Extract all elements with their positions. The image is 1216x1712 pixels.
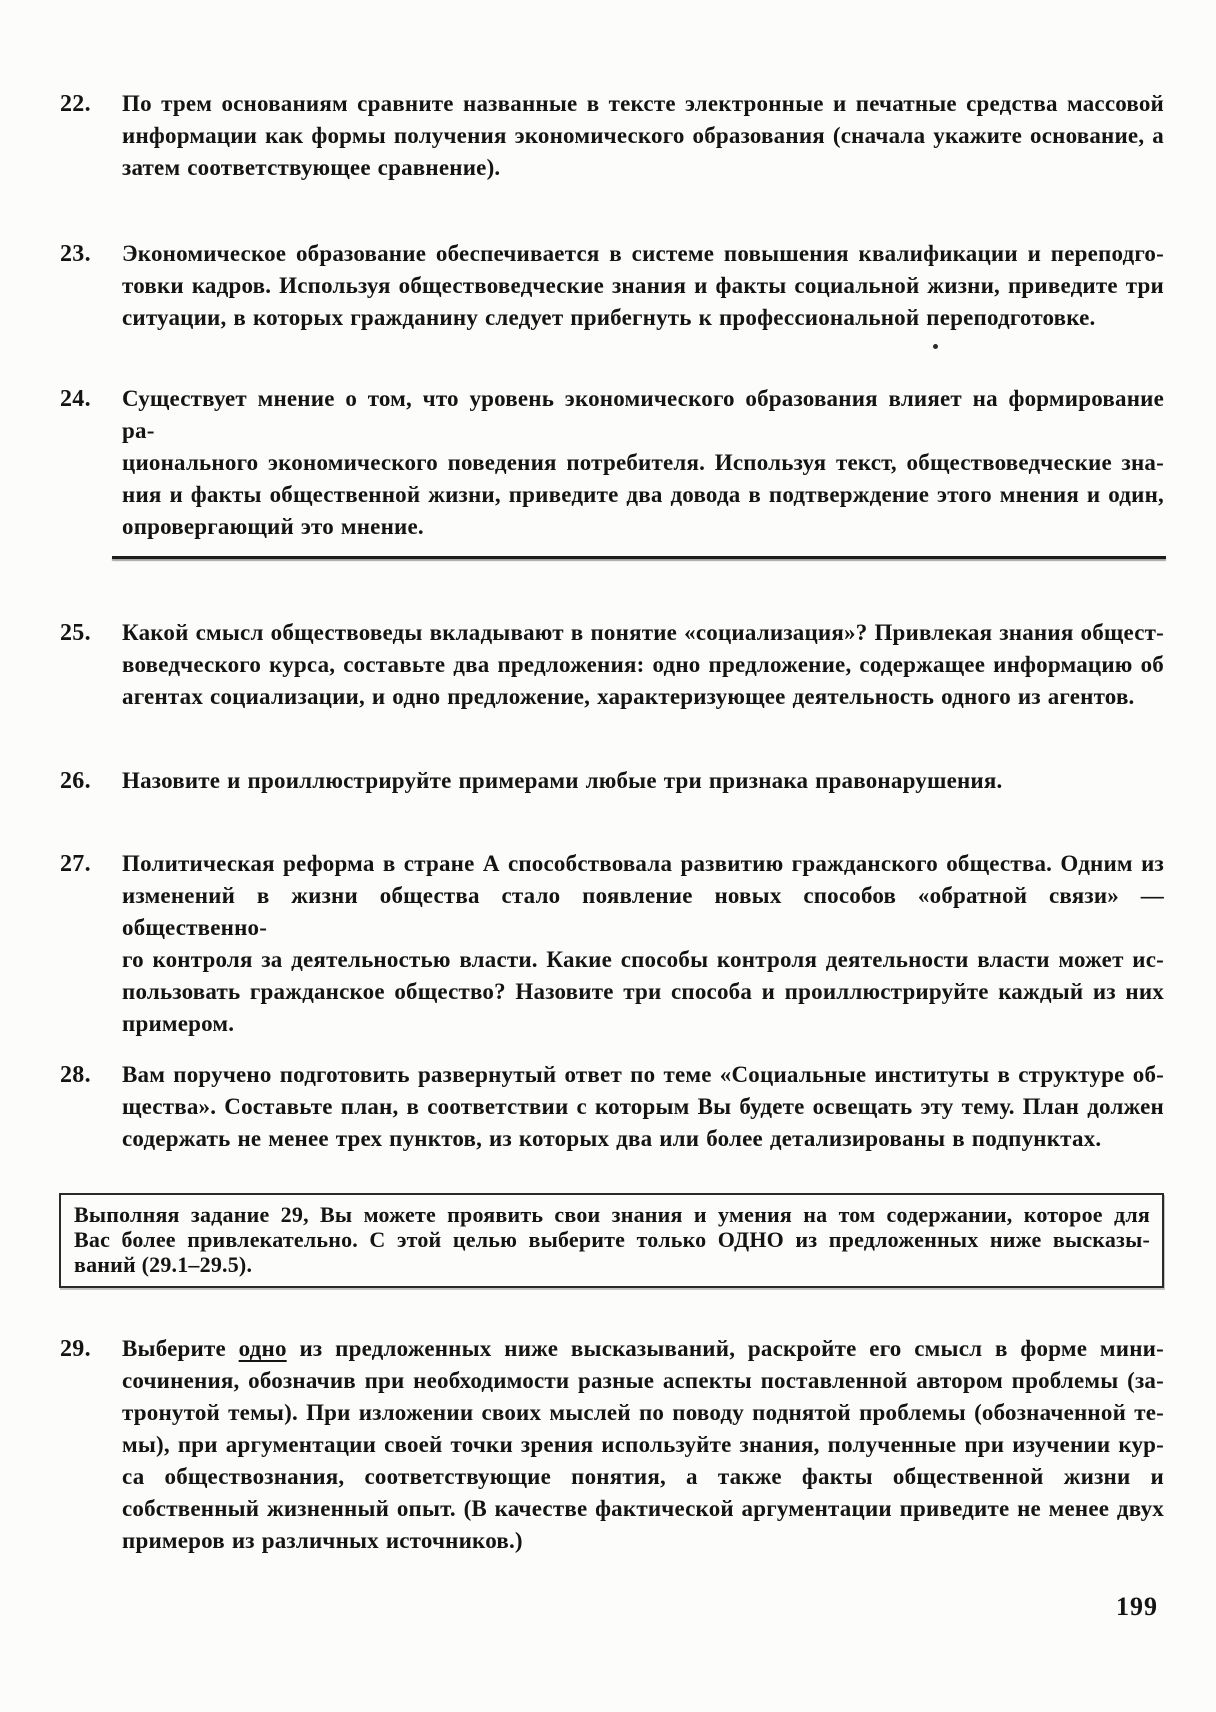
question-23-text xyxy=(122,238,1164,334)
text-line: агентах социализации, и одно предложение, характеризующее деятельность одного из агентов. xyxy=(122,684,1135,709)
question-26-number: 26. xyxy=(60,768,91,794)
text-line: сочинения, обозначив при необходимости разные аспекты поставленной автором проблемы (за- xyxy=(122,1368,1164,1393)
question-22-number: 22. xyxy=(60,91,91,117)
text-line: тронутой темы). При изложении своих мыслей по поводу поднятой проблемы (обозначенной те- xyxy=(122,1400,1164,1425)
question-28-number: 28. xyxy=(60,1062,91,1088)
question-26-text xyxy=(122,765,1164,797)
text-line xyxy=(122,1333,1164,1365)
ink-dot-artifact xyxy=(933,344,938,349)
text-line: Вас более привлекательно. С этой целью выберите только ОДНО из предложенных ниже высказы- xyxy=(74,1227,1150,1252)
task-29-notice-box xyxy=(59,1193,1164,1288)
text-line: са обществознания, соответствующие понятия, а также факты общественной жизни и xyxy=(122,1464,1164,1489)
text-line: щества». Составьте план, в соответствии с которым Вы будете освещать эту тему. План должен xyxy=(122,1094,1164,1119)
text-line: Выполняя задание 29, Вы можете проявить свои знания и умения на том содержании, которое для xyxy=(74,1202,1150,1227)
text-line: мы), при аргументации своей точки зрения используйте знания, полученные при изучении кур- xyxy=(122,1432,1164,1457)
text-line: опровергающий это мнение. xyxy=(122,514,424,539)
text-line: информации как формы получения экономического образования (сначала укажите основание, а xyxy=(122,123,1164,148)
text-line: ваний (29.1–29.5). xyxy=(74,1252,253,1277)
text-line: ционального экономического поведения потребителя. Используя текст, обществоведческие зна- xyxy=(122,450,1164,475)
question-25-text xyxy=(122,617,1164,713)
text-line: воведческого курса, составьте два предложения: одно предложение, содержащее информацию об xyxy=(122,652,1164,677)
text-line: Экономическое образование обеспечивается в системе повышения квалификации и переподго- xyxy=(122,241,1164,266)
question-24-text xyxy=(122,383,1164,543)
page-number: 199 xyxy=(1116,1592,1158,1621)
text-line: го контроля за деятельностью власти. Какие способы контроля деятельности власти может ис- xyxy=(122,947,1164,972)
text-line: Назовите и проиллюстрируйте примерами любые три признака правонарушения. xyxy=(122,768,1003,793)
text-line: По трем основаниям сравните названные в тексте электронные и печатные средства массовой xyxy=(122,91,1164,116)
text-line: товки кадров. Используя обществоведческие знания и факты социальной жизни, приведите три xyxy=(122,273,1164,298)
text-line: примером. xyxy=(122,1011,235,1036)
question-22-text xyxy=(122,88,1164,184)
underlined-word: одно xyxy=(238,1336,287,1361)
text-line: содержать не менее трех пунктов, из которых два или более детализированы в подпунктах. xyxy=(122,1126,1102,1151)
question-24-number: 24. xyxy=(60,386,91,412)
text-segment: Выберите xyxy=(122,1336,239,1361)
question-23-number: 23. xyxy=(60,241,91,267)
question-27-text xyxy=(122,848,1164,1040)
question-27-number: 27. xyxy=(60,851,91,877)
text-line: затем соответствующее сравнение). xyxy=(122,155,501,180)
text-line: пользовать гражданское общество? Назовите три способа и проиллюстрируйте каждый из них xyxy=(122,979,1164,1004)
text-line: примеров из различных источников.) xyxy=(122,1528,523,1553)
question-28-text xyxy=(122,1059,1164,1155)
text-line: ситуации, в которых гражданину следует прибегнуть к профессиональной переподготовке. xyxy=(122,305,1096,330)
section-divider-line xyxy=(112,556,1166,559)
question-29-text xyxy=(122,1333,1164,1557)
text-line: Какой смысл обществоведы вкладывают в понятие «социализация»? Привлекая знания общест- xyxy=(122,620,1164,645)
text-line: Политическая реформа в стране А способствовала развитию гражданского общества. Одним из xyxy=(122,851,1164,876)
text-line: Существует мнение о том, что уровень экономического образования влияет на формирование ра- xyxy=(122,386,1164,443)
text-line: собственный жизненный опыт. (В качестве фактической аргументации приведите не менее двух xyxy=(122,1496,1164,1521)
question-25-number: 25. xyxy=(60,620,91,646)
text-line: изменений в жизни общества стало появление новых способов «обратной связи» — общественно- xyxy=(122,883,1164,940)
text-line: Вам поручено подготовить развернутый ответ по теме «Социальные институты в структуре об- xyxy=(122,1062,1164,1087)
text-segment: из предложенных ниже высказываний, раскройте его смысл в форме мини- xyxy=(286,1336,1164,1361)
question-29-number: 29. xyxy=(60,1336,91,1362)
text-line: ния и факты общественной жизни, приведите два довода в подтверждение этого мнения и один, xyxy=(122,482,1164,507)
